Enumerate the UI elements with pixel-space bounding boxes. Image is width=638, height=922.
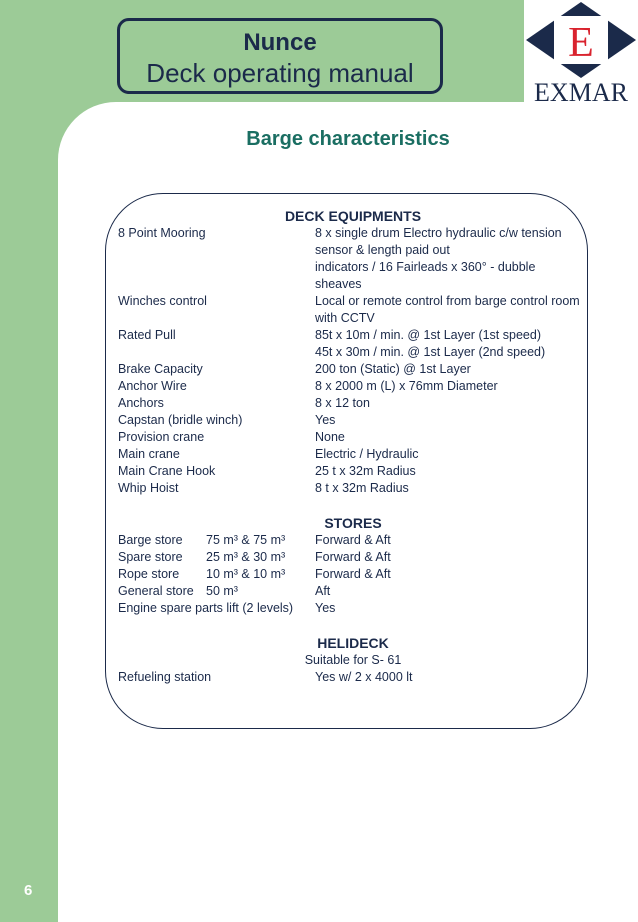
spec-row [118,259,588,293]
spec-quantity: 25 m³ & 30 m³ [206,550,286,564]
spec-row [118,583,588,600]
spec-value: Forward & Aft [315,567,391,581]
spec-quantity: 10 m³ & 10 m³ [206,567,286,581]
spec-row [118,446,588,463]
spec-row [118,480,588,497]
spec-value: 8 t x 32m Radius [315,481,409,495]
spec-value: Local or remote control from barge control room with CCTV [315,294,580,325]
section-title: Barge characteristics [246,128,450,150]
spec-row [118,378,588,395]
spec-value: 8 x 2000 m (L) x 76mm Diameter [315,379,498,393]
spec-row [118,463,588,480]
spec-label: Anchors [118,396,164,410]
document-title-box [117,18,443,94]
deck-equipment-heading: DECK EQUIPMENTS [284,208,422,224]
spec-label: Spare store [118,550,183,564]
spec-value: None [315,430,345,444]
spec-row [118,225,588,259]
stores-list [118,532,588,617]
spec-label: Provision crane [118,430,205,444]
spec-value: Forward & Aft [315,533,391,547]
spec-label: Whip Hoist [118,481,179,495]
spec-row [118,532,588,549]
spec-label: Engine spare parts lift (2 levels) [118,601,294,615]
spec-label: Brake Capacity [118,362,203,376]
spec-label: General store [118,584,194,598]
spec-value: 85t x 10m / min. @ 1st Layer (1st speed) [315,328,541,342]
helideck-list [118,669,588,686]
deck-equipment-list [118,225,588,497]
spec-value: 45t x 30m / min. @ 1st Layer (2nd speed) [315,345,546,359]
spec-label: Main crane [118,447,180,461]
spec-value: Yes [315,601,336,615]
logo-diamond-icon [524,0,638,80]
helideck-note: Suitable for S- 61 [304,653,402,667]
spec-label: Rope store [118,567,180,581]
document-title: Nunce [243,29,317,56]
logo-wordmark: EXMAR [534,78,628,107]
spec-value: Forward & Aft [315,550,391,564]
spec-label: Anchor Wire [118,379,187,393]
spec-value: Yes w/ 2 x 4000 lt [315,670,413,684]
spec-value: Yes [315,413,336,427]
document-subtitle: Deck operating manual [146,58,414,88]
spec-label: Barge store [118,533,183,547]
spec-label: Winches control [118,294,207,308]
spec-label: Main Crane Hook [118,464,216,478]
spec-value: Aft [315,584,331,598]
spec-quantity: 75 m³ & 75 m³ [206,533,286,547]
spec-label: Refueling station [118,670,212,684]
spec-row [118,361,588,378]
spec-value: 8 x single drum Electro hydraulic c/w tension sensor & length paid out [315,226,562,257]
spec-row [118,412,588,429]
spec-value: 25 t x 32m Radius [315,464,416,478]
spec-row [118,566,588,583]
exmar-logo [524,0,638,108]
logo-letter: E [568,20,594,66]
spec-row [118,549,588,566]
spec-value: Electric / Hydraulic [315,447,419,461]
spec-value: indicators / 16 Fairleads x 360° - dubble sheaves [315,260,536,291]
spec-label: Rated Pull [118,328,176,342]
spec-label: 8 Point Mooring [118,226,206,240]
stores-heading: STORES [324,515,382,531]
spec-value: 8 x 12 ton [315,396,370,410]
spec-row [118,344,588,361]
helideck-heading: HELIDECK [317,635,389,651]
spec-quantity: 50 m³ [206,584,238,598]
spec-row [118,327,588,344]
spec-row [118,669,588,686]
specs-list [118,207,588,686]
spec-row [118,600,588,617]
spec-label: Capstan (bridle winch) [118,413,243,427]
spec-row [118,429,588,446]
spec-row [118,293,588,327]
spec-row [118,395,588,412]
page-number: 6 [24,882,33,899]
spec-value: 200 ton (Static) @ 1st Layer [315,362,471,376]
